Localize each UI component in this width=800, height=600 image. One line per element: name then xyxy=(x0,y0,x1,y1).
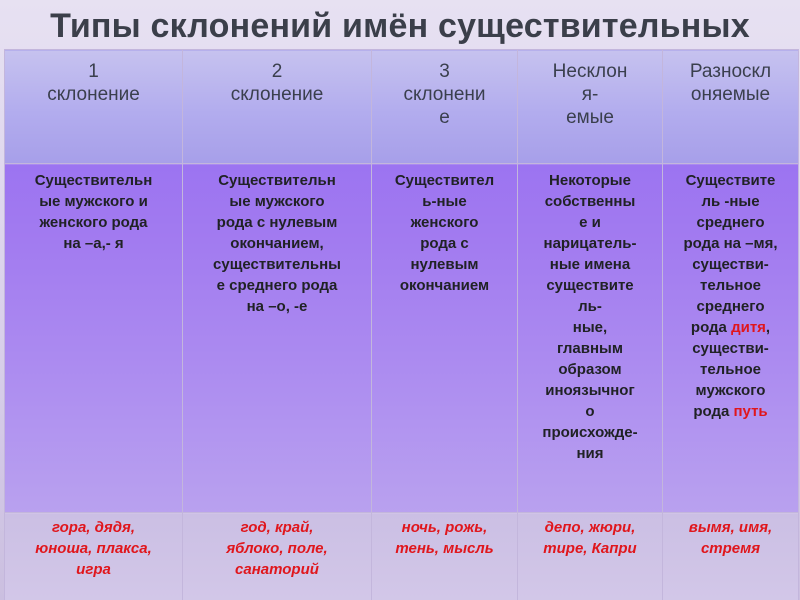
description-text: Существите xyxy=(685,172,776,189)
description-text: на –а,- я xyxy=(63,235,124,252)
description-text: существи- xyxy=(692,340,769,357)
examples-cell-heteroclitic xyxy=(663,513,799,600)
description-text: ь-ные xyxy=(422,193,467,210)
examples-cell-2 xyxy=(183,513,372,600)
description-text: рода xyxy=(690,319,732,336)
header-text: оняемые xyxy=(690,84,771,105)
header-cell-3 xyxy=(372,50,518,164)
example-text: вымя, имя, xyxy=(688,519,773,536)
description-text: ль- xyxy=(578,298,602,315)
description-text: среднего xyxy=(696,214,765,231)
description-text: происхожде- xyxy=(542,424,638,441)
description-cell-3 xyxy=(372,164,518,513)
description-cell-heteroclitic xyxy=(663,164,799,513)
header-cell-1 xyxy=(5,50,183,164)
description-text: Существительн xyxy=(34,172,153,189)
header-text: склонение xyxy=(47,84,140,105)
header-text: 1 xyxy=(88,61,99,82)
description-text: собственны xyxy=(544,193,636,210)
example-text: юноша, плакса, xyxy=(35,540,152,557)
header-cell-2 xyxy=(183,50,372,164)
description-text: рода на –мя, xyxy=(683,235,778,252)
description-text: ль -ные xyxy=(701,193,760,210)
description-text: ные, xyxy=(572,319,608,336)
description-text: ые мужского и xyxy=(39,193,148,210)
description-text: тельное xyxy=(699,361,761,378)
description-line-dita xyxy=(667,317,794,338)
description-text: , xyxy=(765,319,771,336)
example-text: гора, дядя, xyxy=(51,519,135,536)
description-text: ные имена xyxy=(549,256,631,273)
header-text: емые xyxy=(566,107,614,128)
description-cell-2 xyxy=(183,164,372,513)
declension-table xyxy=(4,49,799,600)
description-line-put xyxy=(667,401,794,422)
header-row xyxy=(5,50,799,164)
description-text: иноязычног xyxy=(545,382,635,399)
example-text: депо, жюри, xyxy=(544,519,636,536)
header-text: я- xyxy=(581,84,599,105)
description-text: рода xyxy=(693,403,734,420)
header-text: Несклон xyxy=(552,61,628,82)
header-cell-heteroclitic xyxy=(663,50,799,164)
description-text: нулевым xyxy=(410,256,479,273)
description-text: тельное xyxy=(699,277,761,294)
example-text: стремя xyxy=(700,540,761,557)
description-text: мужского xyxy=(695,382,766,399)
description-text: существите xyxy=(546,277,634,294)
description-text: о xyxy=(585,403,595,420)
header-text: склонени xyxy=(403,84,486,105)
description-text: среднего xyxy=(696,298,765,315)
description-text: существи- xyxy=(692,256,769,273)
example-text: ночь, рожь, xyxy=(401,519,488,536)
description-text: образом xyxy=(558,361,622,378)
description-text: существительны xyxy=(213,256,341,273)
description-text: е среднего рода xyxy=(216,277,338,294)
description-text: ые мужского xyxy=(229,193,325,210)
example-text: санаторий xyxy=(235,561,319,578)
description-row xyxy=(5,164,799,513)
header-text: 2 xyxy=(271,61,283,82)
example-text: год, край, xyxy=(240,519,314,536)
example-text: тень, мысль xyxy=(395,540,494,557)
description-text: окончанием, xyxy=(230,235,324,252)
description-text: рода с нулевым xyxy=(216,214,338,231)
example-text: яблоко, поле, xyxy=(226,540,328,557)
header-text: е xyxy=(439,107,450,128)
description-text: женского рода xyxy=(39,214,148,231)
description-text: рода с xyxy=(420,235,469,252)
highlighted-word-dita: дитя xyxy=(731,319,766,336)
description-text: Существительн xyxy=(218,172,336,189)
example-text: игра xyxy=(76,561,111,578)
examples-cell-1 xyxy=(5,513,183,600)
description-cell-indeclinable xyxy=(518,164,663,513)
description-text: ния xyxy=(576,445,604,462)
header-text: 3 xyxy=(439,61,450,82)
description-text: Существител xyxy=(394,172,495,189)
description-text: главным xyxy=(557,340,623,357)
page-title: Типы склонений имён существительных xyxy=(50,7,750,45)
description-text: на –о, -е xyxy=(246,298,308,315)
description-text: Некоторые xyxy=(549,172,631,189)
header-cell-indeclinable xyxy=(518,50,663,164)
header-text: склонение xyxy=(230,84,324,105)
description-text: окончанием xyxy=(399,277,490,294)
description-cell-1 xyxy=(5,164,183,513)
example-text: тире, Капри xyxy=(543,540,637,557)
examples-cell-indeclinable xyxy=(518,513,663,600)
description-text: е и xyxy=(579,214,601,231)
header-text: Разноскл xyxy=(689,61,772,82)
description-text: нарицатель- xyxy=(543,235,637,252)
description-text: женского xyxy=(410,214,479,231)
examples-row xyxy=(5,513,799,600)
examples-cell-3 xyxy=(372,513,518,600)
highlighted-word-put: путь xyxy=(733,403,768,420)
